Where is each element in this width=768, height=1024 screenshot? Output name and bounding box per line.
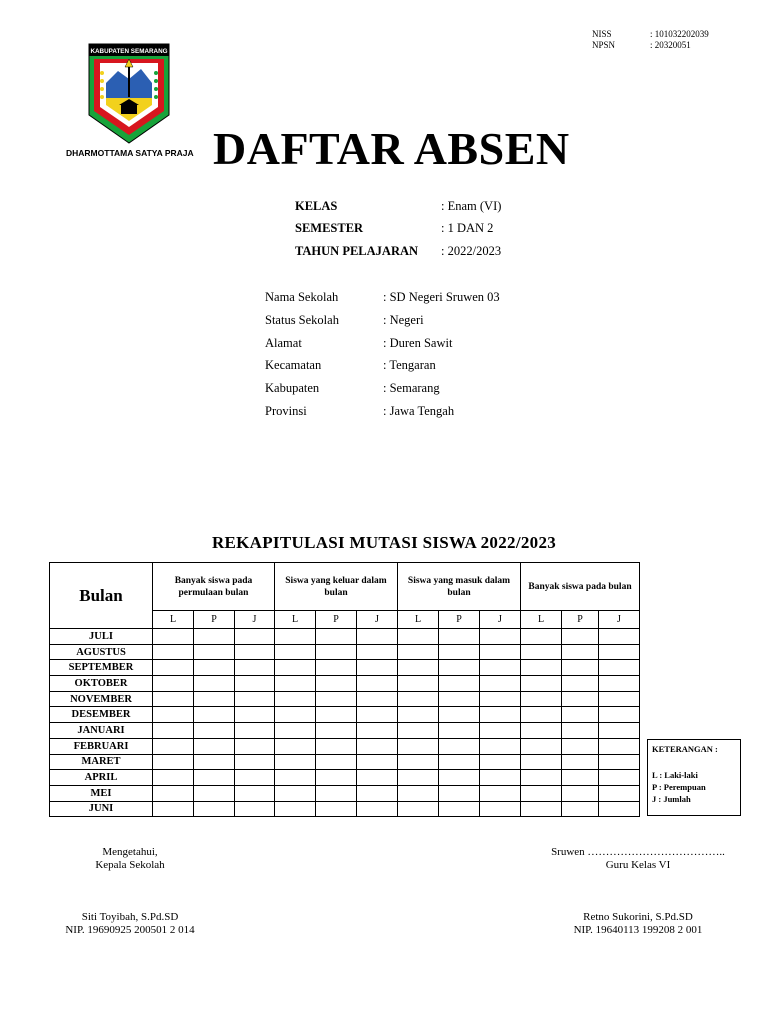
teacher-role: Guru Kelas VI <box>605 859 671 871</box>
count-cell[interactable] <box>439 660 480 676</box>
school-info-label: Provinsi <box>265 404 307 418</box>
count-cell[interactable] <box>153 629 194 645</box>
count-cell[interactable] <box>439 785 480 801</box>
count-cell[interactable] <box>398 754 439 770</box>
count-cell[interactable] <box>275 801 316 817</box>
count-cell[interactable] <box>235 707 275 723</box>
headmaster-name: Siti Toyibah, S.Pd.SD <box>81 911 179 923</box>
count-cell[interactable] <box>357 691 398 707</box>
group-header: Banyak siswa pada permulaan bulan <box>153 563 275 611</box>
table-row <box>50 644 640 660</box>
count-cell[interactable] <box>357 629 398 645</box>
count-cell[interactable] <box>153 801 194 817</box>
count-cell[interactable] <box>316 691 357 707</box>
school-info-value: : Duren Sawit <box>383 336 453 350</box>
count-cell[interactable] <box>275 754 316 770</box>
count-cell[interactable] <box>275 770 316 786</box>
count-cell[interactable] <box>357 785 398 801</box>
month-cell: SEPTEMBER <box>50 660 153 676</box>
count-cell[interactable] <box>398 785 439 801</box>
count-cell[interactable] <box>357 707 398 723</box>
count-cell[interactable] <box>235 801 275 817</box>
count-cell[interactable] <box>480 785 521 801</box>
count-cell[interactable] <box>521 676 562 692</box>
count-cell[interactable] <box>562 691 599 707</box>
month-cell: MARET <box>50 754 153 770</box>
count-cell[interactable] <box>480 676 521 692</box>
count-cell[interactable] <box>275 660 316 676</box>
month-cell: MEI <box>50 785 153 801</box>
count-cell[interactable] <box>153 691 194 707</box>
count-cell[interactable] <box>562 644 599 660</box>
count-cell[interactable] <box>599 691 640 707</box>
class-info-value: : Enam (VI) <box>441 199 502 213</box>
table-row <box>50 676 640 692</box>
npsn-label: NPSN <box>592 40 616 50</box>
kabupaten-semarang-emblem <box>88 43 170 145</box>
month-cell: FEBRUARI <box>50 738 153 754</box>
count-cell[interactable] <box>235 644 275 660</box>
count-cell[interactable] <box>480 644 521 660</box>
emblem-shield-icon <box>88 43 170 145</box>
count-cell[interactable] <box>194 754 235 770</box>
month-cell: JULI <box>50 629 153 645</box>
count-cell[interactable] <box>398 770 439 786</box>
count-cell[interactable] <box>398 691 439 707</box>
table-row <box>50 723 640 739</box>
count-cell[interactable] <box>480 801 521 817</box>
count-cell[interactable] <box>521 660 562 676</box>
count-cell[interactable] <box>521 754 562 770</box>
school-info-value: : Semarang <box>383 381 440 395</box>
svg-text:KABUPATEN SEMARANG: KABUPATEN SEMARANG <box>90 48 168 55</box>
legend-box <box>647 739 741 816</box>
count-cell[interactable] <box>194 660 235 676</box>
count-cell[interactable] <box>194 770 235 786</box>
count-cell[interactable] <box>439 676 480 692</box>
count-cell[interactable] <box>194 676 235 692</box>
bulan-header: Bulan <box>50 563 153 629</box>
count-cell[interactable] <box>316 644 357 660</box>
count-cell[interactable] <box>562 660 599 676</box>
legend-item: J : Jumlah <box>652 794 691 804</box>
school-info-label: Kecamatan <box>265 358 322 372</box>
count-cell[interactable] <box>235 660 275 676</box>
school-info-value: : Negeri <box>383 313 424 327</box>
count-cell[interactable] <box>521 691 562 707</box>
table-row <box>50 629 640 645</box>
count-cell[interactable] <box>480 629 521 645</box>
group-header: Siswa yang keluar dalam bulan <box>275 563 398 611</box>
recap-title: REKAPITULASI MUTASI SISWA 2022/2023 <box>211 533 557 552</box>
subcol-header: J <box>357 611 398 629</box>
table-row <box>50 691 640 707</box>
class-info-value: : 1 DAN 2 <box>441 221 494 235</box>
count-cell[interactable] <box>194 644 235 660</box>
count-cell[interactable] <box>439 707 480 723</box>
count-cell[interactable] <box>153 770 194 786</box>
class-info <box>295 199 575 265</box>
table-row <box>50 785 640 801</box>
count-cell[interactable] <box>357 660 398 676</box>
count-cell[interactable] <box>316 676 357 692</box>
subcol-header: P <box>316 611 357 629</box>
month-cell: DESEMBER <box>50 707 153 723</box>
subcol-header: L <box>398 611 439 629</box>
count-cell[interactable] <box>398 707 439 723</box>
count-cell[interactable] <box>235 723 275 739</box>
table-row <box>50 707 640 723</box>
subcol-header: J <box>599 611 640 629</box>
npsn-value: : 20320051 <box>650 40 691 50</box>
subcol-header: L <box>275 611 316 629</box>
count-cell[interactable] <box>235 676 275 692</box>
headmaster-signature-block <box>40 846 220 936</box>
count-cell[interactable] <box>316 629 357 645</box>
subcol-header: P <box>194 611 235 629</box>
count-cell[interactable] <box>599 785 640 801</box>
count-cell[interactable] <box>153 707 194 723</box>
count-cell[interactable] <box>562 785 599 801</box>
count-cell[interactable] <box>275 691 316 707</box>
class-info-row <box>295 244 418 259</box>
count-cell[interactable] <box>480 707 521 723</box>
school-info-label: Alamat <box>265 336 302 350</box>
count-cell[interactable] <box>316 785 357 801</box>
school-info-value: : Jawa Tengah <box>383 404 455 418</box>
count-cell[interactable] <box>194 629 235 645</box>
count-cell[interactable] <box>480 738 521 754</box>
school-info-label: Kabupaten <box>265 381 320 395</box>
school-info-value: : SD Negeri Sruwen 03 <box>383 290 500 304</box>
count-cell[interactable] <box>235 785 275 801</box>
count-cell[interactable] <box>398 676 439 692</box>
count-cell[interactable] <box>480 691 521 707</box>
count-cell[interactable] <box>439 738 480 754</box>
month-cell: APRIL <box>50 770 153 786</box>
month-cell: JUNI <box>50 801 153 817</box>
acknowledged-text: Mengetahui, <box>102 846 158 858</box>
subcol-header: P <box>439 611 480 629</box>
count-cell[interactable] <box>153 785 194 801</box>
recap-table <box>49 562 640 817</box>
count-cell[interactable] <box>194 707 235 723</box>
school-ids <box>592 29 762 53</box>
class-info-label: SEMESTER <box>295 221 364 235</box>
count-cell[interactable] <box>316 660 357 676</box>
count-cell[interactable] <box>275 676 316 692</box>
count-cell[interactable] <box>599 801 640 817</box>
count-cell[interactable] <box>153 738 194 754</box>
count-cell[interactable] <box>316 801 357 817</box>
count-cell[interactable] <box>562 770 599 786</box>
count-cell[interactable] <box>153 723 194 739</box>
subcol-header: J <box>480 611 521 629</box>
school-info-label: Nama Sekolah <box>265 290 339 304</box>
page-title: DAFTAR ABSEN <box>213 123 570 174</box>
npsn-row <box>592 40 762 51</box>
subcol-header: L <box>521 611 562 629</box>
count-cell[interactable] <box>480 660 521 676</box>
count-cell[interactable] <box>316 738 357 754</box>
count-cell[interactable] <box>599 644 640 660</box>
count-cell[interactable] <box>275 644 316 660</box>
count-cell[interactable] <box>235 629 275 645</box>
month-cell: NOVEMBER <box>50 691 153 707</box>
count-cell[interactable] <box>357 676 398 692</box>
count-cell[interactable] <box>480 754 521 770</box>
legend-item: P : Perempuan <box>652 782 706 792</box>
count-cell[interactable] <box>398 723 439 739</box>
count-cell[interactable] <box>439 801 480 817</box>
niss-value: : 101032202039 <box>650 29 709 39</box>
count-cell[interactable] <box>275 629 316 645</box>
count-cell[interactable] <box>599 770 640 786</box>
count-cell[interactable] <box>439 644 480 660</box>
class-info-label: TAHUN PELAJARAN <box>295 244 419 258</box>
count-cell[interactable] <box>235 691 275 707</box>
count-cell[interactable] <box>599 754 640 770</box>
count-cell[interactable] <box>599 707 640 723</box>
subcol-header: L <box>153 611 194 629</box>
count-cell[interactable] <box>357 770 398 786</box>
count-cell[interactable] <box>275 707 316 723</box>
school-info-value: : Tengaran <box>383 358 436 372</box>
count-cell[interactable] <box>316 770 357 786</box>
count-cell[interactable] <box>599 629 640 645</box>
count-cell[interactable] <box>194 801 235 817</box>
niss-label: NISS <box>592 29 612 39</box>
count-cell[interactable] <box>521 801 562 817</box>
count-cell[interactable] <box>480 770 521 786</box>
count-cell[interactable] <box>357 644 398 660</box>
count-cell[interactable] <box>521 770 562 786</box>
count-cell[interactable] <box>275 785 316 801</box>
count-cell[interactable] <box>521 738 562 754</box>
month-cell: JANUARI <box>50 723 153 739</box>
count-cell[interactable] <box>398 738 439 754</box>
count-cell[interactable] <box>439 723 480 739</box>
count-cell[interactable] <box>398 660 439 676</box>
count-cell[interactable] <box>357 738 398 754</box>
table-row <box>50 801 640 817</box>
count-cell[interactable] <box>562 676 599 692</box>
class-info-row <box>295 221 363 236</box>
count-cell[interactable] <box>275 723 316 739</box>
school-info-label: Status Sekolah <box>265 313 339 327</box>
month-cell: AGUSTUS <box>50 644 153 660</box>
count-cell[interactable] <box>521 629 562 645</box>
teacher-signature-block <box>548 846 728 936</box>
headmaster-role: Kepala Sekolah <box>95 859 165 871</box>
count-cell[interactable] <box>562 754 599 770</box>
legend-item: L : Laki-laki <box>652 770 698 780</box>
subcol-header: J <box>235 611 275 629</box>
group-header: Siswa yang masuk dalam bulan <box>398 563 521 611</box>
count-cell[interactable] <box>235 738 275 754</box>
count-cell[interactable] <box>599 676 640 692</box>
count-cell[interactable] <box>398 644 439 660</box>
subcol-header: P <box>562 611 599 629</box>
count-cell[interactable] <box>153 754 194 770</box>
count-cell[interactable] <box>562 629 599 645</box>
count-cell[interactable] <box>439 629 480 645</box>
school-info <box>265 290 565 426</box>
count-cell[interactable] <box>235 754 275 770</box>
count-cell[interactable] <box>194 723 235 739</box>
legend-title: KETERANGAN : <box>652 744 718 754</box>
count-cell[interactable] <box>562 738 599 754</box>
count-cell[interactable] <box>398 629 439 645</box>
count-cell[interactable] <box>357 723 398 739</box>
count-cell[interactable] <box>439 754 480 770</box>
count-cell[interactable] <box>521 785 562 801</box>
count-cell[interactable] <box>562 801 599 817</box>
teacher-name: Retno Sukorini, S.Pd.SD <box>583 911 693 923</box>
count-cell[interactable] <box>316 707 357 723</box>
count-cell[interactable] <box>521 644 562 660</box>
table-row <box>50 770 640 786</box>
count-cell[interactable] <box>599 723 640 739</box>
count-cell[interactable] <box>194 691 235 707</box>
count-cell[interactable] <box>439 691 480 707</box>
class-info-label: KELAS <box>295 199 338 213</box>
count-cell[interactable] <box>153 660 194 676</box>
table-row <box>50 754 640 770</box>
count-cell[interactable] <box>521 707 562 723</box>
count-cell[interactable] <box>357 754 398 770</box>
month-cell: OKTOBER <box>50 676 153 692</box>
class-info-row <box>295 199 337 214</box>
headmaster-nip: NIP. 19690925 200501 2 014 <box>65 924 195 936</box>
count-cell[interactable] <box>480 723 521 739</box>
place-date-line: Sruwen ……………………………….. <box>551 846 725 858</box>
count-cell[interactable] <box>235 770 275 786</box>
emblem-motto: DHARMOTTAMA SATYA PRAJA <box>66 148 194 158</box>
count-cell[interactable] <box>153 676 194 692</box>
table-row <box>50 738 640 754</box>
count-cell[interactable] <box>439 770 480 786</box>
group-header: Banyak siswa pada bulan <box>521 563 640 611</box>
count-cell[interactable] <box>194 738 235 754</box>
teacher-nip: NIP. 19640113 199208 2 001 <box>573 924 703 936</box>
count-cell[interactable] <box>398 801 439 817</box>
recap-header-row <box>50 563 640 611</box>
count-cell[interactable] <box>153 644 194 660</box>
class-info-value: : 2022/2023 <box>441 244 502 258</box>
count-cell[interactable] <box>316 754 357 770</box>
count-cell[interactable] <box>194 785 235 801</box>
table-row <box>50 660 640 676</box>
count-cell[interactable] <box>562 723 599 739</box>
count-cell[interactable] <box>275 738 316 754</box>
count-cell[interactable] <box>357 801 398 817</box>
count-cell[interactable] <box>562 707 599 723</box>
count-cell[interactable] <box>316 723 357 739</box>
count-cell[interactable] <box>521 723 562 739</box>
count-cell[interactable] <box>599 738 640 754</box>
count-cell[interactable] <box>599 660 640 676</box>
niss-row <box>592 29 762 40</box>
